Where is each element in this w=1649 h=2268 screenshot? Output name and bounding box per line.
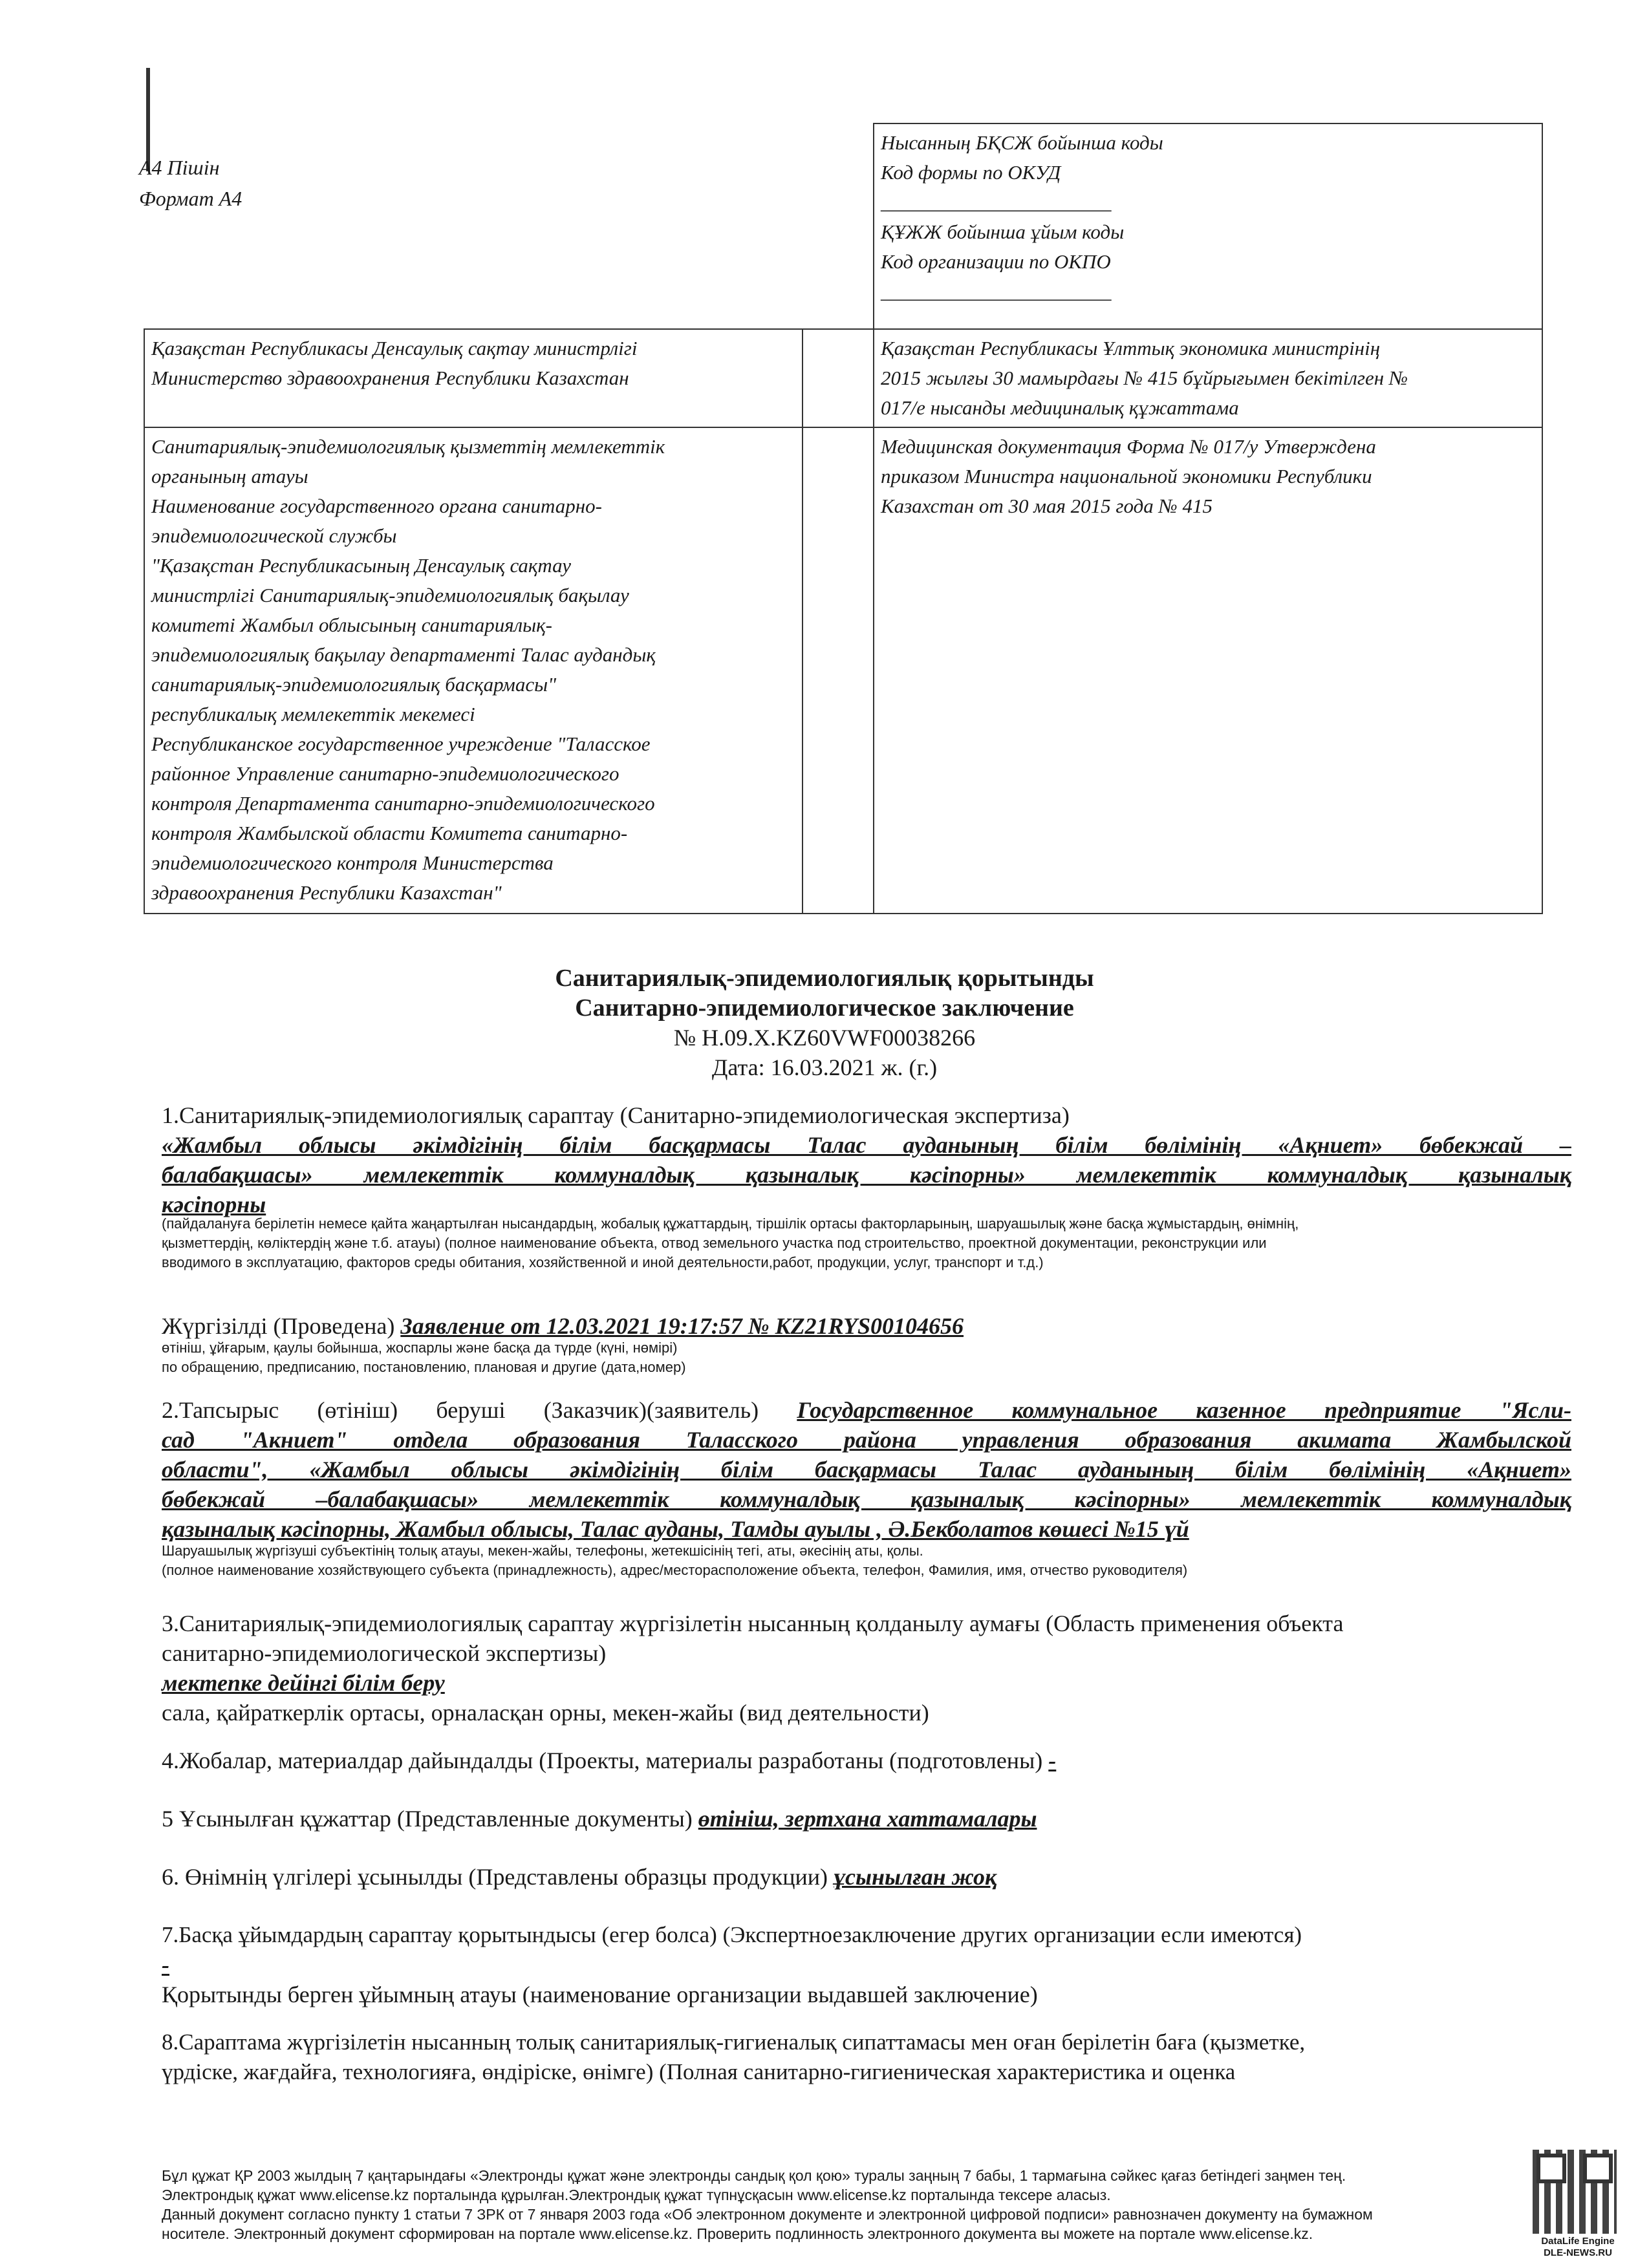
s2-note-1: Шаруашылық жүргізуші субъектінің толық атауы, мекен-жайы, телефоны, жетекшісінің тегі, аты, әкесінің аты, қолы.: [162, 1543, 923, 1559]
s2-value-first: Государственное коммунальное казенное предприятие "Ясли-: [797, 1397, 1571, 1423]
s6-row: [162, 1862, 1571, 1892]
title-ru: Санитарно-эпидемиологическое заключение: [575, 994, 1074, 1022]
s1-value-line-3: кәсіпорны: [162, 1192, 266, 1217]
s2-value-line-1: сад "Акниет" отдела образования Таласского района управления образования акимата Жамбылской: [162, 1427, 1571, 1453]
format-line-1: А4 Пішін: [139, 156, 220, 179]
ministry-kz: Қазақстан Республикасы Денсаулық сақтау министрлігі: [151, 337, 638, 359]
s2-label: 2.Тапсырыс (өтініш) беруші (Заказчик)(заявитель): [162, 1397, 759, 1423]
agency-line-9: санитариялық-эпидемиологиялық басқармасы": [151, 673, 557, 696]
footer-line-1: Бұл құжат ҚР 2003 жылдың 7 қаңтарындағы «Электронды құжат және электронды сандық қол қою» туралы заңның 7 бабы, 1 тармағына сәйкес қағаз бетіндегі заңмен тең.: [162, 2167, 1346, 2184]
basis-value: Заявление от 12.03.2021 19:17:57 № KZ21RYS00104656: [400, 1313, 964, 1339]
s2-value-line-3: бөбекжай –балабақшасы» мемлекеттік коммуналдық қазыналық кәсіпорны» мемлекеттік коммуналдық: [162, 1486, 1571, 1512]
footer-line-2: Электрондық құжат www.elicense.kz порталында құрылған.Электрондық құжат түпнұсқасын www.elicense.kz порталында тексере аласыз.: [162, 2187, 1111, 2203]
s7-value: -: [162, 1952, 169, 1978]
ministry-ru: Министерство здравоохранения Республики Казахстан: [151, 367, 629, 389]
s7-label: 7.Басқа ұйымдардың сараптау қорытындысы (егер болса) (Экспертноезаключение других организации если имеются): [162, 1922, 1302, 1947]
s3-value: мектепке дейінгі білім беру: [162, 1670, 445, 1696]
okpo-kz: ҚҰЖЖ бойынша ұйым коды: [881, 220, 1125, 243]
agency-line-5: "Қазақстан Республикасының Денсаулық сақтау: [151, 554, 572, 577]
s5-row: [162, 1804, 1571, 1834]
agency-line-7: комитеті Жамбыл облысының санитариялық-: [151, 614, 552, 636]
s2-note-2: (полное наименование хозяйствующего субъекта (принадлежность), адрес/месторасположение объекта, телефон, Фамилия, имя, отчество руководителя): [162, 1562, 1188, 1578]
watermark-line-1: DataLife Engine: [1541, 2236, 1615, 2247]
form-kz-line-3: 017/е нысанды медициналық құжаттама: [881, 396, 1239, 419]
agency-mid-cell: [803, 427, 874, 914]
ministry-mid-cell: [803, 329, 874, 427]
agency-line-11: Республиканское государственное учреждение "Таласское: [151, 733, 651, 755]
s5-label: 5 Ұсынылған құжаттар (Представленные документы): [162, 1806, 693, 1832]
s1-note-3: вводимого в эксплуатацию, факторов среды обитания, хозяйственной и иной деятельности,работ, продукции, услуг, транспорт и т.д.): [162, 1254, 1044, 1270]
form-ru-line-1: Медицинская документация Форма № 017/у Утверждена: [881, 435, 1376, 458]
s4-label: 4.Жобалар, материалдар дайындалды (Проекты, материалы разработаны (подготовлены): [162, 1748, 1043, 1773]
qr-code-icon: [1533, 2150, 1617, 2234]
s2-value-line-2: области", «Жамбыл облысы әкімдігінің білім басқармасы Талас ауданының білім бөлімінің «Ақниет»: [162, 1457, 1571, 1482]
okpo-blank: _______________________: [881, 280, 1112, 303]
header-empty-left: [144, 123, 803, 329]
okud-ru: Код формы по ОКУД: [881, 161, 1061, 184]
s3-note: сала, қайраткерлік ортасы, орналасқан орны, мекен-жайы (вид деятельности): [162, 1700, 929, 1726]
s1-value-line-2: балабақшасы» мемлекеттік коммуналдық қазыналық кәсіпорны» мемлекеттік коммуналдық қазыналық: [162, 1162, 1571, 1188]
form-kz-line-1: Қазақстан Республикасы Ұлттық экономика министрінің: [881, 337, 1381, 359]
watermark: [1526, 2236, 1630, 2259]
footer-line-4: носителе. Электронный документ сформирован на портале www.elicense.kz. Проверить подлинность электронного документа вы можете на портале www.elicense.kz.: [162, 2225, 1313, 2242]
header-table: [144, 123, 1543, 914]
ministry-cell: [144, 329, 803, 427]
basis-note-2: по обращению, предписанию, постановлению, плановая и другие (дата,номер): [162, 1359, 686, 1375]
footer-legal: [162, 2166, 1487, 2243]
agency-line-8: эпидемиологиялық бақылау департаменті Талас аудандық: [151, 643, 656, 666]
s7-note: Қорытынды берген ұйымның атауы (наименование организации выдавшей заключение): [162, 1982, 1038, 2007]
agency-line-2: органының атауы: [151, 465, 308, 487]
agency-line-16: здравоохранения Республики Казахстан": [151, 881, 502, 904]
agency-line-14: контроля Жамбылской области Комитета санитарно-: [151, 822, 628, 844]
title-kz: Санитариялық-эпидемиологиялық қорытынды: [555, 965, 1094, 992]
s1-label: 1.Санитариялық-эпидемиологиялық сараптау (Санитарно-эпидемиологическая экспертиза): [162, 1102, 1070, 1128]
form-kz-line-2: 2015 жылғы 30 мамырдағы № 415 бұйрығымен бекітілген №: [881, 367, 1408, 389]
agency-line-4: эпидемиологической службы: [151, 524, 397, 547]
s1-note-2: қызметтердің, көліктердің және т.б. атауы) (полное наименование объекта, отвод земельного участка под строительство, проектной документации, реконструкции или: [162, 1235, 1267, 1251]
agency-line-10: республикалық мемлекеттік мекемесі: [151, 703, 475, 725]
agency-line-15: эпидемиологического контроля Министерства: [151, 851, 554, 874]
basis-label: Жүргізілді (Проведена): [162, 1313, 395, 1339]
document-date: Дата: 16.03.2021 ж. (г.): [711, 1054, 938, 1080]
s8-line-1: 8.Сараптама жүргізілетін нысанның толық санитариялық-гигиеналық сипаттамасы мен оған берілетін баға (қызметке,: [162, 2029, 1306, 2055]
agency-line-3: Наименование государственного органа санитарно-: [151, 495, 602, 517]
form-ru-line-3: Казахстан от 30 мая 2015 года № 415: [881, 495, 1212, 517]
s4-row: [162, 1746, 1571, 1775]
footer-line-3: Данный документ согласно пункту 1 статьи 7 ЗРК от 7 января 2003 года «Об электронном документе и электронной цифровой подписи» равнозначен документу на бумажном: [162, 2206, 1373, 2223]
form-codes-cell: [874, 123, 1542, 329]
header-empty-mid: [803, 123, 874, 329]
s3-label-1: 3.Санитариялық-эпидемиологиялық сараптау жүргізілетін нысанның қолданылу аумағы (Область применения объекта: [162, 1610, 1344, 1636]
form-kz-cell: [874, 329, 1542, 427]
form-ru-line-2: приказом Министра национальной экономики Республики: [881, 465, 1372, 487]
agency-line-12: районное Управление санитарно-эпидемиологического: [151, 762, 620, 785]
s2-row-1: [162, 1395, 1571, 1425]
s6-value: ұсынылған жоқ: [834, 1864, 997, 1890]
agency-line-13: контроля Департамента санитарно-эпидемиологического: [151, 792, 655, 815]
document-number: № H.09.X.KZ60VWF00038266: [673, 1025, 976, 1051]
agency-line-6: министрлігі Санитариялық-эпидемиологиялық бақылау: [151, 584, 629, 606]
watermark-line-2: DLE-NEWS.RU: [1544, 2247, 1612, 2258]
s3-label-2: санитарно-эпидемиологической экспертизы): [162, 1640, 607, 1666]
s8-line-2: үрдіске, жағдайға, технологияға, өндіріске, өнімге) (Полная санитарно-гигиеническая характеристика и оценка: [162, 2059, 1236, 2084]
s2-value-line-4: қазыналық кәсіпорны, Жамбыл облысы, Талас ауданы, Тамды ауылы , Ә.Бекболатов көшесі №15 үй: [162, 1516, 1189, 1542]
s4-value: -: [1048, 1748, 1057, 1773]
s1-value-line-1: «Жамбыл облысы әкімдігінің білім басқармасы Талас ауданының білім бөлімінің «Ақниет» бөбекжай –: [162, 1132, 1571, 1158]
okpo-ru: Код организации по ОКПО: [881, 250, 1111, 273]
s5-value: өтініш, зертхана хаттамалары: [698, 1806, 1037, 1832]
basis-row: [162, 1311, 1571, 1341]
form-ru-cell: [874, 427, 1542, 914]
agency-cell: [144, 427, 803, 914]
basis-note-1: өтініш, ұйғарым, қаулы бойынша, жоспарлы және басқа да түрде (күні, нөмірі): [162, 1340, 678, 1356]
agency-line-1: Санитариялық-эпидемиологиялық қызметтің мемлекеттік: [151, 435, 665, 458]
s1-note-1: (пайдалануға берілетін немесе қайта жаңартылған нысандардың, жобалық құжаттардың, тіршілік ортасы факторларының, шаруашылық және басқа жұмыстардың, өнімнің,: [162, 1215, 1299, 1232]
s6-label: 6. Өнімнің үлгілері ұсынылды (Представлены образцы продукции): [162, 1864, 828, 1890]
format-line-2: Формат А4: [139, 187, 242, 210]
okud-blank: _______________________: [881, 191, 1112, 213]
okud-kz: Нысанның БҚСЖ бойынша коды: [881, 131, 1163, 154]
